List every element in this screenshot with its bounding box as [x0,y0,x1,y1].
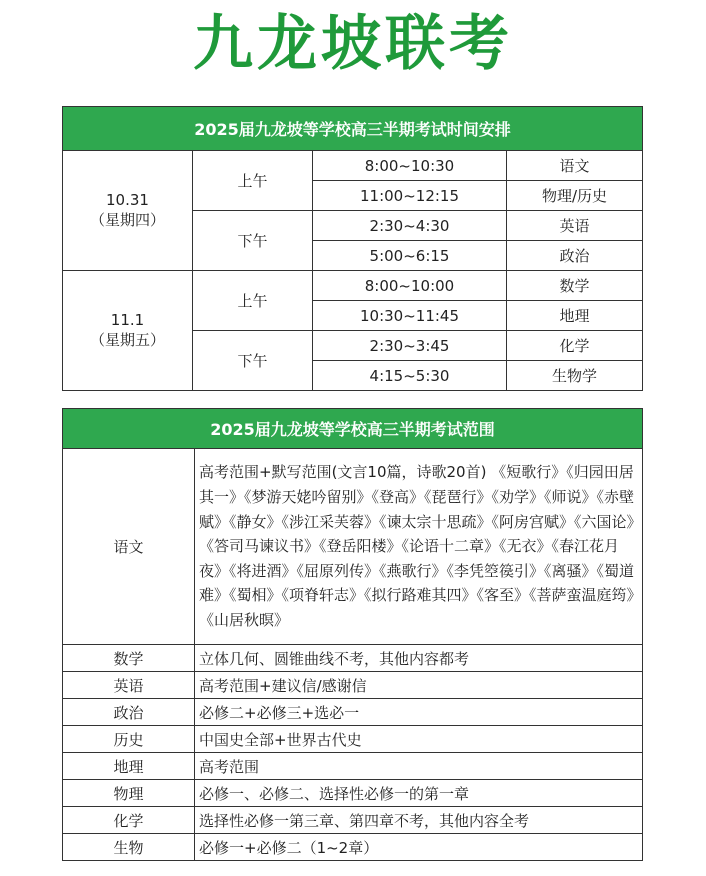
exam-time: 5:00~6:15 [313,241,507,271]
exam-time: 11:00~12:15 [313,181,507,211]
exam-subject: 化学 [507,331,643,361]
exam-subject: 生物学 [507,361,643,391]
exam-subject: 英语 [507,211,643,241]
scope-content: 高考范围+建议信/感谢信 [195,672,643,699]
exam-subject: 政治 [507,241,643,271]
scope-subject: 物理 [63,780,195,807]
schedule-table [62,106,643,391]
scope-heading: 2025届九龙坡等学校高三半期考试范围 [63,409,643,449]
date-cell [63,271,193,391]
schedule-heading: 2025届九龙坡等学校高三半期考试时间安排 [63,107,643,151]
exam-subject: 物理/历史 [507,181,643,211]
scope-content: 高考范围+默写范围(文言10篇，诗歌20首) 《短歌行》《归园田居其一》《梦游天姥吟留别》《登高》《琵琶行》《劝学》《师说》《赤壁赋》《静女》《涉江采芙蓉》《谏太宗十思疏》《阿房宫赋》《六国论》《答司马谏议书》《登岳阳楼》《论语十二章》《无衣》《春江花月夜》《将进酒》《屈原列传》《燕歌行》《李凭箜篌引》《离骚》《蜀道难》《蜀相》《项脊轩志》《拟行路难其四》《客至》《菩萨蛮温庭筠》《山居秋暝》 [195,449,643,645]
date: 11.1 [110,311,145,329]
weekday: （星期四） [89,211,165,229]
scope-content: 中国史全部+世界古代史 [195,726,643,753]
scope-content: 选择性必修一第三章、第四章不考，其他内容全考 [195,807,643,834]
page-title: 九龙坡联考 [193,9,513,79]
scope-subject: 政治 [63,699,195,726]
scope-subject: 英语 [63,672,195,699]
scope-content: 立体几何、圆锥曲线不考，其他内容都考 [195,645,643,672]
exam-time: 4:15~5:30 [313,361,507,391]
exam-time: 2:30~3:45 [313,331,507,361]
scope-table [62,408,643,861]
date-cell [63,151,193,271]
period-cell: 下午 [193,211,313,271]
period-cell: 下午 [193,331,313,391]
exam-time: 2:30~4:30 [313,211,507,241]
weekday: （星期五） [89,331,165,349]
exam-subject: 语文 [507,151,643,181]
scope-content: 必修一+必修二（1~2章） [195,834,643,861]
scope-content: 高考范围 [195,753,643,780]
scope-subject: 语文 [63,449,195,645]
exam-time: 10:30~11:45 [313,301,507,331]
exam-time: 8:00~10:30 [313,151,507,181]
scope-subject: 化学 [63,807,195,834]
period-cell: 上午 [193,151,313,211]
scope-content: 必修二+必修三+选必一 [195,699,643,726]
scope-subject: 生物 [63,834,195,861]
scope-subject: 地理 [63,753,195,780]
period-cell: 上午 [193,271,313,331]
exam-subject: 数学 [507,271,643,301]
date: 10.31 [106,191,149,209]
exam-subject: 地理 [507,301,643,331]
scope-subject: 数学 [63,645,195,672]
scope-content: 必修一、必修二、选择性必修一的第一章 [195,780,643,807]
exam-time: 8:00~10:00 [313,271,507,301]
scope-subject: 历史 [63,726,195,753]
